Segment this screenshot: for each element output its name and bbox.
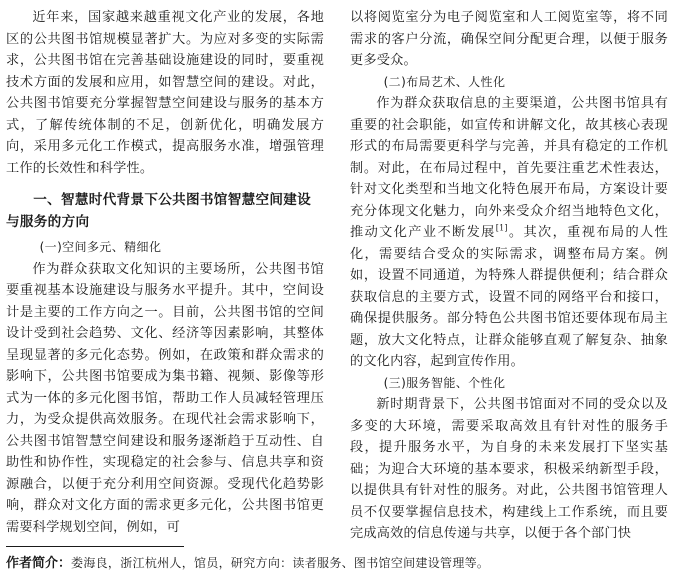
subsection-2-heading: (二)布局艺术、人性化	[383, 74, 506, 89]
subsection-2-text-part-1: 作为群众获取信息的主要渠道，公共图书馆具有重要的社会职能，如宣传和讲解文化，故其核心表现形式的布局需要更科学与完善，并具有稳定的工作机制。对此，在布局过程中，首先要注重艺术性表达，针对文化类型和当地文化特色展开布局，方案设计要充分体现文化魅力，向外来受众介绍当地特色文化，推动文化产业不断发展	[350, 96, 668, 240]
footnote-label: 作者简介：	[6, 556, 72, 571]
intro-paragraph: 近年来，国家越来越重视文化产业的发展，各地区的公共图书馆规模显著扩大。为应对多变的实际需求，公共图书馆在完善基础设施建设的同时，要重视技术方面的发展和应用，如智慧空间的建设。对此，公共图书馆要充分掌握智慧空间建设与服务的基本方式，了解传统体制的不足，创新优化，明确发展方向，采用多元化工作模式，提高服务水准，增强管理工作的长效性和科学性。	[6, 10, 324, 176]
section-heading: 一、智慧时代背景下公共图书馆智慧空间建设与服务的方向	[6, 192, 312, 230]
subsection-1-heading: (一)空间多元、精细化	[39, 240, 162, 254]
continuation-paragraph: 以将阅览室分为电子阅览室和人工阅览室等，将不同需求的客户分流，确保空间分配更合理，以便于服务更多受众。	[350, 10, 668, 68]
footnote-divider	[6, 546, 184, 547]
author-footnote	[6, 552, 666, 575]
footnote-text: 娄海良，浙江杭州人，馆员，研究方向：读者服务、图书馆空间建设管理等。	[71, 556, 490, 570]
subsection-2-paragraph	[350, 93, 668, 373]
subsection-3-paragraph: 新时期背景下，公共图书馆面对不同的受众以及多变的大环境，需要采取高效且有针对性的服务手段，提升服务水平，为自身的未来发展打下坚实基础；为迎合大环境的基本要求，积极采纳新型手段，以提供具有针对性的服务。对此，公共图书馆管理人员不仅要掌握信息技术，构建线上工作系统，而且要完成高效的信息传递与共享，以便于各个部门快	[350, 397, 668, 541]
citation-marker[interactable]: [1]	[495, 223, 508, 233]
left-column	[6, 7, 324, 538]
subsection-3-heading: (三)服务智能、个性化	[383, 375, 506, 390]
subsection-2-text-part-2: 。其次，重视布局的人性化，需要结合受众的实际需求，调整布局方案。例如，设置不同通道，为特殊人群提供便利；结合群众获取信息的主要方式，设置不同的网络平台和接口，确保提供服务。部分特色公共图书馆还要体现布局主题，放大文化特点，让群众能够直观了解复杂、抽象的文化内容，起到宣传作用。	[350, 225, 669, 369]
right-column	[350, 7, 668, 545]
subsection-1-paragraph: 作为群众获取文化知识的主要场所，公共图书馆要重视基本设施建设与服务水平提升。其中，空间设计是主要的工作方向之一。目前，公共图书馆的空间设计受到社会趋势、文化、经济等因素影响，其整体呈现显著的多元化态势。例如，在政策和群众需求的影响下，公共图书馆要成为集书籍、视频、影像等形式为一体的多元化图书馆，帮助工作人员减轻管理压力，为受众提供高效服务。在现代社会需求影响下，公共图书馆智慧空间建设和服务逐渐趋于互动性、自助性和协作性，实现稳定的社会参与、信息共享和资源融合，以便于充分利用空间资源。受现代化趋势影响，群众对文化方面的需求更多元化，公共图书馆更需要科学规划空间，例如，可	[6, 261, 324, 535]
